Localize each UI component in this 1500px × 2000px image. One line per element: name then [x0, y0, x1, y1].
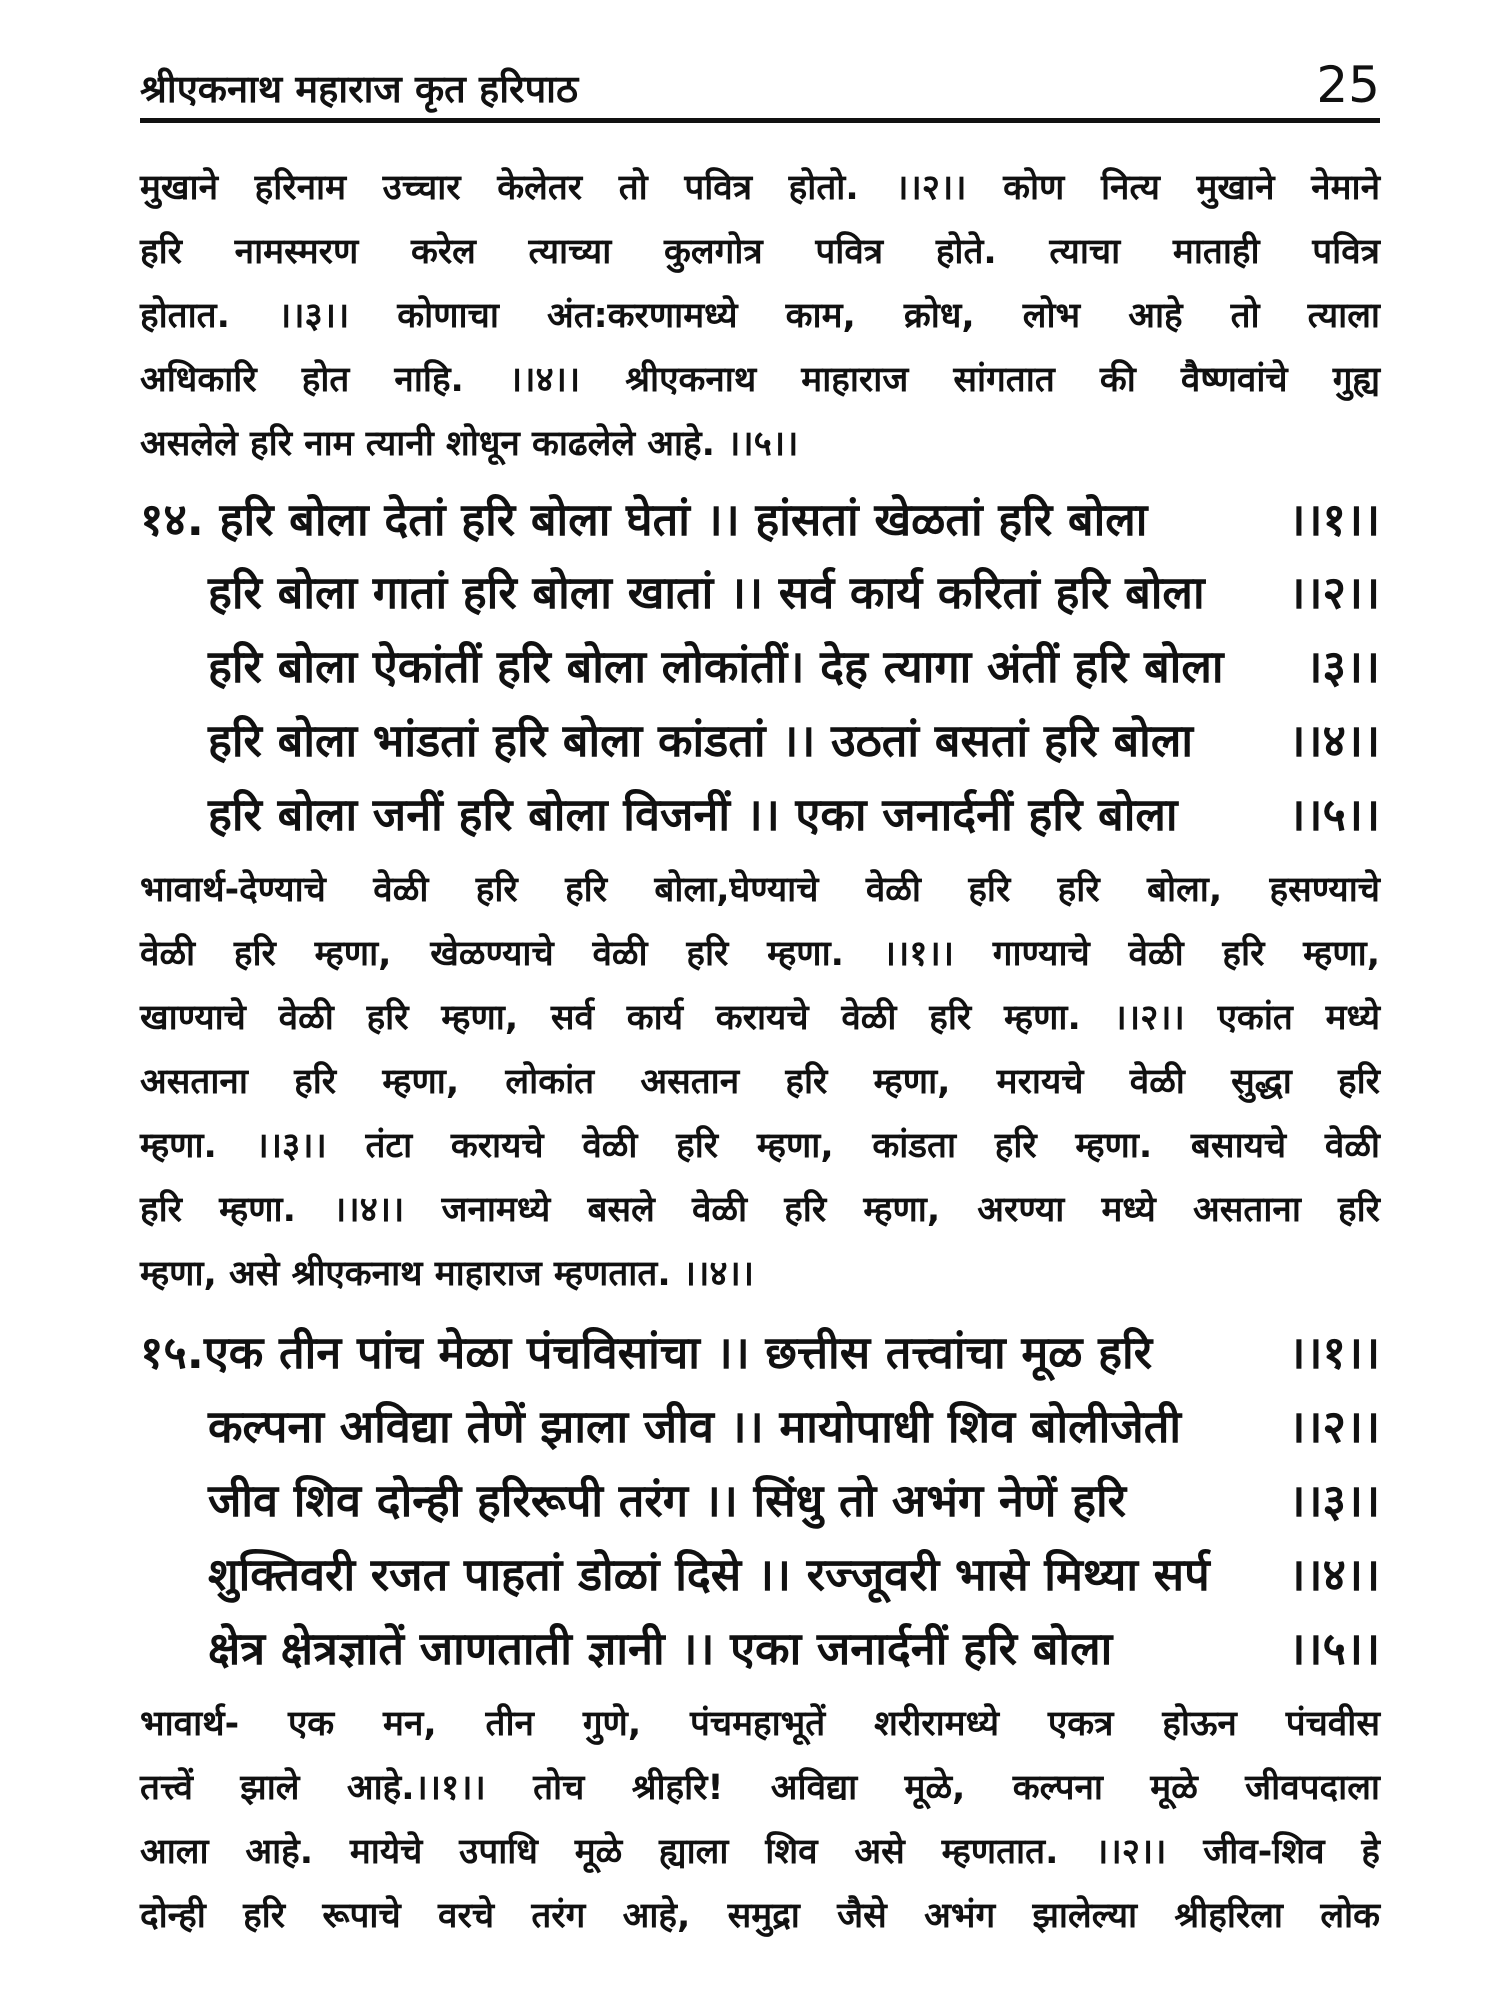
commentary-line: म्हणा. ।।३।। तंटा करायचे वेळी हरि म्हणा, कांडता हरि म्हणा. बसायचे वेळी — [140, 1126, 1380, 1166]
verse-number: ।।३।। — [1288, 1474, 1380, 1527]
verse-number: ।।५।। — [1288, 788, 1380, 841]
text-line: मुखाने हरिनाम उच्चार केलेतर तो पवित्र होतो. ।।२।। कोण नित्य मुखाने नेमाने — [140, 168, 1380, 208]
running-title: श्रीएकनाथ महाराज कृत हरिपाठ — [140, 67, 579, 111]
verse-text: जीव शिव दोन्ही हरिरूपी तरंग ।। सिंधु तो अभंग नेणें हरि — [208, 1474, 1127, 1527]
verse-text: हरि बोला ऐकांतीं हरि बोला लोकांतीं। देह त्यागा अंतीं हरि बोला — [208, 640, 1224, 693]
text-line: अधिकारि होत नाहि. ।।४।। श्रीएकनाथ माहाराज सांगतात की वैष्णवांचे गुह्य — [140, 360, 1380, 400]
commentary-text: -देण्याचे वेळी हरि हरि बोला,घेण्याचे वेळी हरि हरि बोला, हसण्याचे — [224, 870, 1380, 910]
bhavarth-label: भावार्थ — [140, 870, 225, 910]
verse-number: ।।२।। — [1288, 1400, 1380, 1453]
verse-text: हरि बोला जनीं हरि बोला विजनीं ।। एका जनार्दनीं हरि बोला — [208, 788, 1178, 841]
verse-number: ।।४।। — [1288, 714, 1380, 767]
commentary-line: तत्त्वें झाले आहे.।।१।। तोच श्रीहरि! अविद्या मूळे, कल्पना मूळे जीवपदाला — [140, 1768, 1380, 1808]
commentary-line: हरि म्हणा. ।।४।। जनामध्ये बसले वेळी हरि म्हणा, अरण्या मध्ये असताना हरि — [140, 1190, 1380, 1230]
text-line: होतात. ।।३।। कोणाचा अंत:करणामध्ये काम, क्रोध, लोभ आहे तो त्याला — [140, 296, 1380, 336]
commentary-line — [140, 860, 1380, 920]
verse-number: ।।५।। — [1288, 1622, 1380, 1675]
commentary-line: आला आहे. मायेचे उपाधि मूळे ह्याला शिव असे म्हणतात. ।।२।। जीव-शिव हे — [140, 1832, 1380, 1872]
verse-text: शुक्तिवरी रजत पाहतां डोळां दिसे ।। रज्जूवरी भासे मिथ्या सर्प — [208, 1548, 1210, 1601]
commentary-line: असताना हरि म्हणा, लोकांत असतान हरि म्हणा, मरायचे वेळी सुद्धा हरि — [140, 1062, 1380, 1102]
commentary-line — [140, 1694, 1380, 1754]
verse-number: ।।२।। — [1288, 566, 1380, 619]
text-line: हरि नामस्मरण करेल त्याच्या कुलगोत्र पवित्र होते. त्याचा माताही पवित्र — [140, 232, 1380, 272]
commentary-line: वेळी हरि म्हणा, खेळण्याचे वेळी हरि म्हणा. ।।१।। गाण्याचे वेळी हरि म्हणा, — [140, 934, 1380, 974]
commentary-line: दोन्ही हरि रूपाचे वरचे तरंग आहे, समुद्रा जैसे अभंग झालेल्या श्रीहरिला लोक — [140, 1896, 1380, 1936]
verse-number: ।।१।। — [1288, 493, 1380, 546]
page-number: 25 — [1316, 56, 1380, 114]
commentary-line: म्हणा, असे श्रीएकनाथ माहाराज म्हणतात. ।।४।। — [140, 1254, 755, 1294]
verse-number: ।।४।। — [1288, 1548, 1380, 1601]
commentary-line: खाण्याचे वेळी हरि म्हणा, सर्व कार्य करायचे वेळी हरि म्हणा. ।।२।। एकांत मध्ये — [140, 998, 1380, 1038]
verse-number: ।३।। — [1305, 640, 1380, 693]
text-line: असलेले हरि नाम त्यानी शोधून काढलेले आहे. ।।५।। — [140, 424, 799, 464]
bhavarth-label: भावार्थ — [140, 1704, 225, 1744]
commentary-text: - एक मन, तीन गुणे, पंचमहाभूतें शरीरामध्ये एकत्र होऊन पंचवीस — [224, 1704, 1380, 1744]
page-header — [140, 58, 1380, 123]
verse-text: कल्पना अविद्या तेणें झाला जीव ।। मायोपाधी शिव बोलीजेती — [208, 1400, 1181, 1453]
verse-text: १५.एक तीन पांच मेळा पंचविसांचा ।। छत्तीस तत्त्वांचा मूळ हरि — [140, 1326, 1153, 1379]
verse-text: १४. हरि बोला देतां हरि बोला घेतां ।। हांसतां खेळतां हरि बोला — [140, 493, 1148, 546]
verse-text: हरि बोला भांडतां हरि बोला कांडतां ।। उठतां बसतां हरि बोला — [208, 714, 1193, 767]
verse-number: ।।१।। — [1288, 1326, 1380, 1379]
verse-text: क्षेत्र क्षेत्रज्ञातें जाणताती ज्ञानी ।। एका जनार्दनीं हरि बोला — [208, 1622, 1113, 1675]
verse-text: हरि बोला गातां हरि बोला खातां ।। सर्व कार्य करितां हरि बोला — [208, 566, 1205, 619]
